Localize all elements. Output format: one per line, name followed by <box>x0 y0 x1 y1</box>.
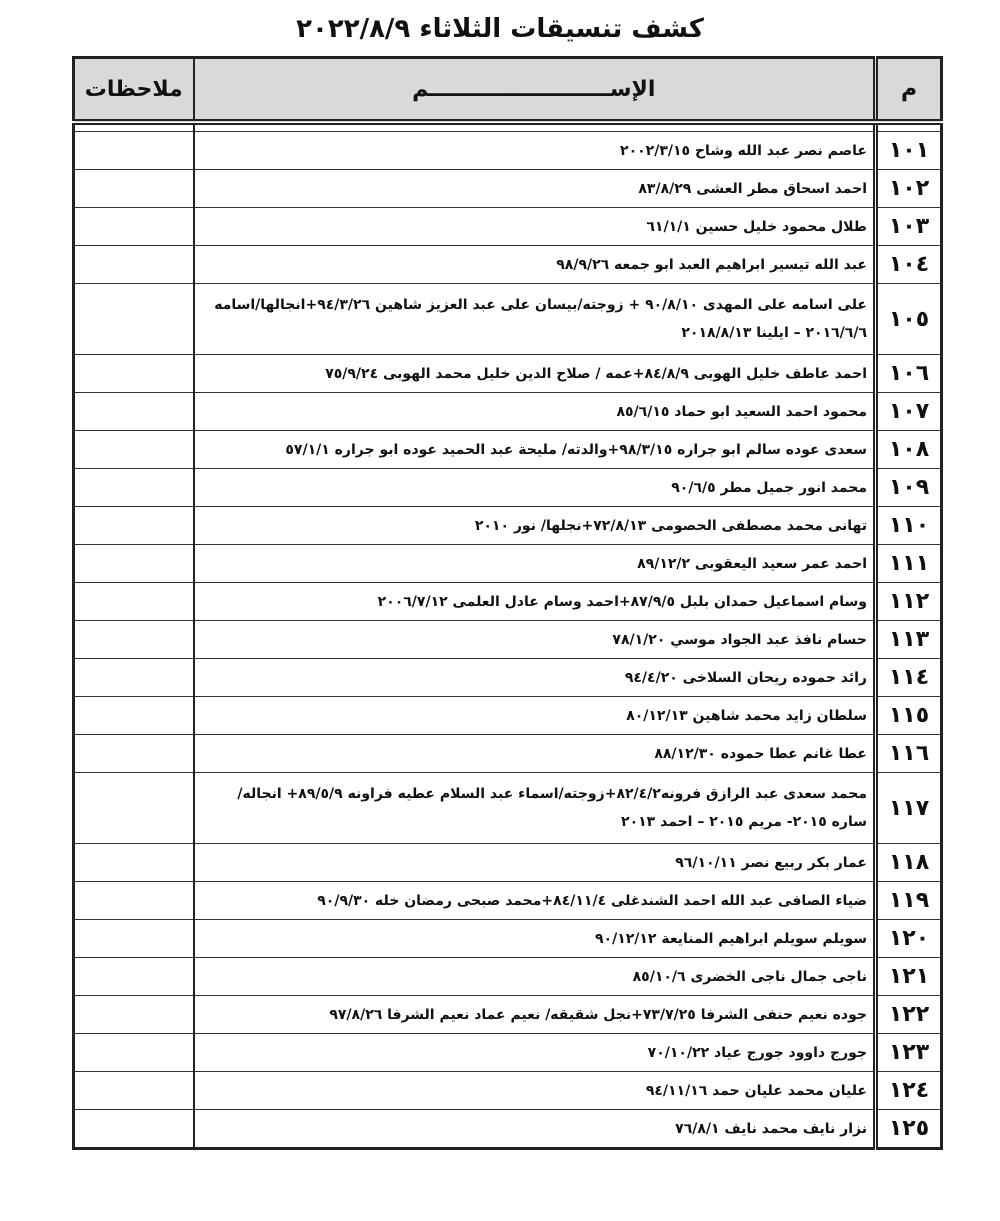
spacer-row <box>74 122 942 132</box>
row-number: ١١٩ <box>876 882 942 920</box>
row-name: سعدى عوده سالم ابو جراره ٩٨/٣/١٥+والدته/ مليحة عبد الحميد عوده ابو جراره ٥٧/١/١ <box>194 431 876 469</box>
table-row <box>74 735 942 773</box>
row-notes <box>74 920 194 958</box>
table-row <box>74 1072 942 1110</box>
row-number: ١٠٣ <box>876 208 942 246</box>
row-name: نزار نايف محمد نايف ٧٦/٨/١ <box>194 1110 876 1149</box>
table-row <box>74 882 942 920</box>
row-name: ناجى جمال ناجى الخضرى ٨٥/١٠/٦ <box>194 958 876 996</box>
row-notes <box>74 621 194 659</box>
row-number: ١١٥ <box>876 697 942 735</box>
row-number: ١٠٩ <box>876 469 942 507</box>
row-notes <box>74 431 194 469</box>
table-row <box>74 246 942 284</box>
row-number: ١٢٢ <box>876 996 942 1034</box>
row-number: ١١٢ <box>876 583 942 621</box>
row-name: عبد الله تيسير ابراهيم العبد ابو جمعه ٩٨/٩/٢٦ <box>194 246 876 284</box>
row-notes <box>74 170 194 208</box>
row-notes <box>74 1072 194 1110</box>
row-notes <box>74 355 194 393</box>
table-row <box>74 208 942 246</box>
table-row <box>74 659 942 697</box>
row-name: احمد عمر سعيد اليعقوبى ٨٩/١٢/٢ <box>194 545 876 583</box>
row-name: عليان محمد عليان حمد ٩٤/١١/١٦ <box>194 1072 876 1110</box>
row-notes <box>74 659 194 697</box>
row-number: ١٠٧ <box>876 393 942 431</box>
row-number: ١٠٤ <box>876 246 942 284</box>
row-name: عطا غانم عطا حموده ٨٨/١٢/٣٠ <box>194 735 876 773</box>
row-name: على اسامه على المهدى ٩٠/٨/١٠ + زوجته/بيسان على عبد العزيز شاهين ٩٤/٣/٢٦+انجالها/اسامه ٢٠١٦/٦/٦ – ايلينا ٢٠١٨/٨/١٣ <box>194 284 876 355</box>
row-notes <box>74 469 194 507</box>
row-name: تهانى محمد مصطفى الحصومى ٧٢/٨/١٣+نجلها/ نور ٢٠١٠ <box>194 507 876 545</box>
table-row <box>74 958 942 996</box>
row-number: ١١٧ <box>876 773 942 844</box>
table-row <box>74 355 942 393</box>
row-notes <box>74 1034 194 1072</box>
row-name: وسام اسماعيل حمدان بلبل ٨٧/٩/٥+احمد وسام عادل العلمى ٢٠٠٦/٧/١٢ <box>194 583 876 621</box>
row-number: ١٢٣ <box>876 1034 942 1072</box>
row-name: حسام نافذ عبد الجواد موسي ٧٨/١/٢٠ <box>194 621 876 659</box>
row-number: ١١٨ <box>876 844 942 882</box>
row-number: ١٢٠ <box>876 920 942 958</box>
row-notes <box>74 507 194 545</box>
header-name: الإســــــــــــــــــــــــم <box>194 58 876 123</box>
table-row <box>74 996 942 1034</box>
row-name: محمد سعدى عبد الرازق فرونه٨٢/٤/٢+زوجته/اسماء عبد السلام عطيه فراونه ٨٩/٥/٩+ انجاله/ ساره ٢٠١٥- مريم ٢٠١٥ – احمد ٢٠١٣ <box>194 773 876 844</box>
table-row <box>74 507 942 545</box>
row-name: احمد عاطف خليل الهوبى ٨٤/٨/٩+عمه / صلاح الدين خليل محمد الهوبى ٧٥/٩/٢٤ <box>194 355 876 393</box>
row-name: محمود احمد السعيد ابو حماد ٨٥/٦/١٥ <box>194 393 876 431</box>
row-notes <box>74 393 194 431</box>
table-row <box>74 1110 942 1149</box>
row-notes <box>74 545 194 583</box>
table-row <box>74 844 942 882</box>
table-row <box>74 920 942 958</box>
row-number: ١٠١ <box>876 132 942 170</box>
row-number: ١٢٥ <box>876 1110 942 1149</box>
table-row <box>74 773 942 844</box>
row-notes <box>74 1110 194 1149</box>
row-number: ١١٠ <box>876 507 942 545</box>
row-notes <box>74 735 194 773</box>
row-name: عمار بكر ربيع نصر ٩٦/١٠/١١ <box>194 844 876 882</box>
page-title: كشف تنسيقات الثلاثاء ٢٠٢٢/٨/٩ <box>296 14 704 44</box>
names-table <box>72 56 943 1150</box>
row-name: سلطان زايد محمد شاهين ٨٠/١٢/١٣ <box>194 697 876 735</box>
row-name: احمد اسحاق مطر العشى ٨٣/٨/٢٩ <box>194 170 876 208</box>
row-number: ١٢١ <box>876 958 942 996</box>
table-row <box>74 697 942 735</box>
row-notes <box>74 208 194 246</box>
row-number: ١٠٢ <box>876 170 942 208</box>
table-row <box>74 393 942 431</box>
table-row <box>74 284 942 355</box>
row-notes <box>74 996 194 1034</box>
header-number: م <box>876 58 942 123</box>
header-notes: ملاحظات <box>74 58 194 123</box>
row-name: رائد حموده ريحان السلاخى ٩٤/٤/٢٠ <box>194 659 876 697</box>
row-name: عاصم نصر عبد الله وشاح ٢٠٠٢/٣/١٥ <box>194 132 876 170</box>
row-notes <box>74 583 194 621</box>
row-notes <box>74 132 194 170</box>
table-row <box>74 1034 942 1072</box>
table-body <box>74 122 942 1149</box>
row-number: ١١٣ <box>876 621 942 659</box>
row-name: سويلم سويلم ابراهيم المنايعة ٩٠/١٢/١٢ <box>194 920 876 958</box>
row-number: ١٠٥ <box>876 284 942 355</box>
row-name: محمد انور جميل مطر ٩٠/٦/٥ <box>194 469 876 507</box>
table-row <box>74 621 942 659</box>
row-number: ١٢٤ <box>876 1072 942 1110</box>
row-name: طلال محمود خليل حسين ٦١/١/١ <box>194 208 876 246</box>
row-number: ١١٦ <box>876 735 942 773</box>
table-row <box>74 132 942 170</box>
row-notes <box>74 958 194 996</box>
header-row <box>74 58 942 123</box>
row-notes <box>74 697 194 735</box>
table-row <box>74 170 942 208</box>
row-name: جورج داوود جورج عياد ٧٠/١٠/٢٢ <box>194 1034 876 1072</box>
row-notes <box>74 844 194 882</box>
table-row <box>74 431 942 469</box>
row-number: ١٠٨ <box>876 431 942 469</box>
row-number: ١١٤ <box>876 659 942 697</box>
row-number: ١١١ <box>876 545 942 583</box>
row-number: ١٠٦ <box>876 355 942 393</box>
row-notes <box>74 246 194 284</box>
row-name: ضياء الصافى عبد الله احمد الشندغلى ٨٤/١١/٤+محمد صبحى رمضان خله ٩٠/٩/٣٠ <box>194 882 876 920</box>
row-notes <box>74 284 194 355</box>
row-name: جوده نعيم حنفى الشرفا ٧٣/٧/٢٥+نجل شقيقه/ نعيم عماد نعيم الشرفا ٩٧/٨/٢٦ <box>194 996 876 1034</box>
table-row <box>74 583 942 621</box>
row-notes <box>74 882 194 920</box>
table-row <box>74 469 942 507</box>
row-notes <box>74 773 194 844</box>
table-row <box>74 545 942 583</box>
table-container <box>72 56 940 1150</box>
